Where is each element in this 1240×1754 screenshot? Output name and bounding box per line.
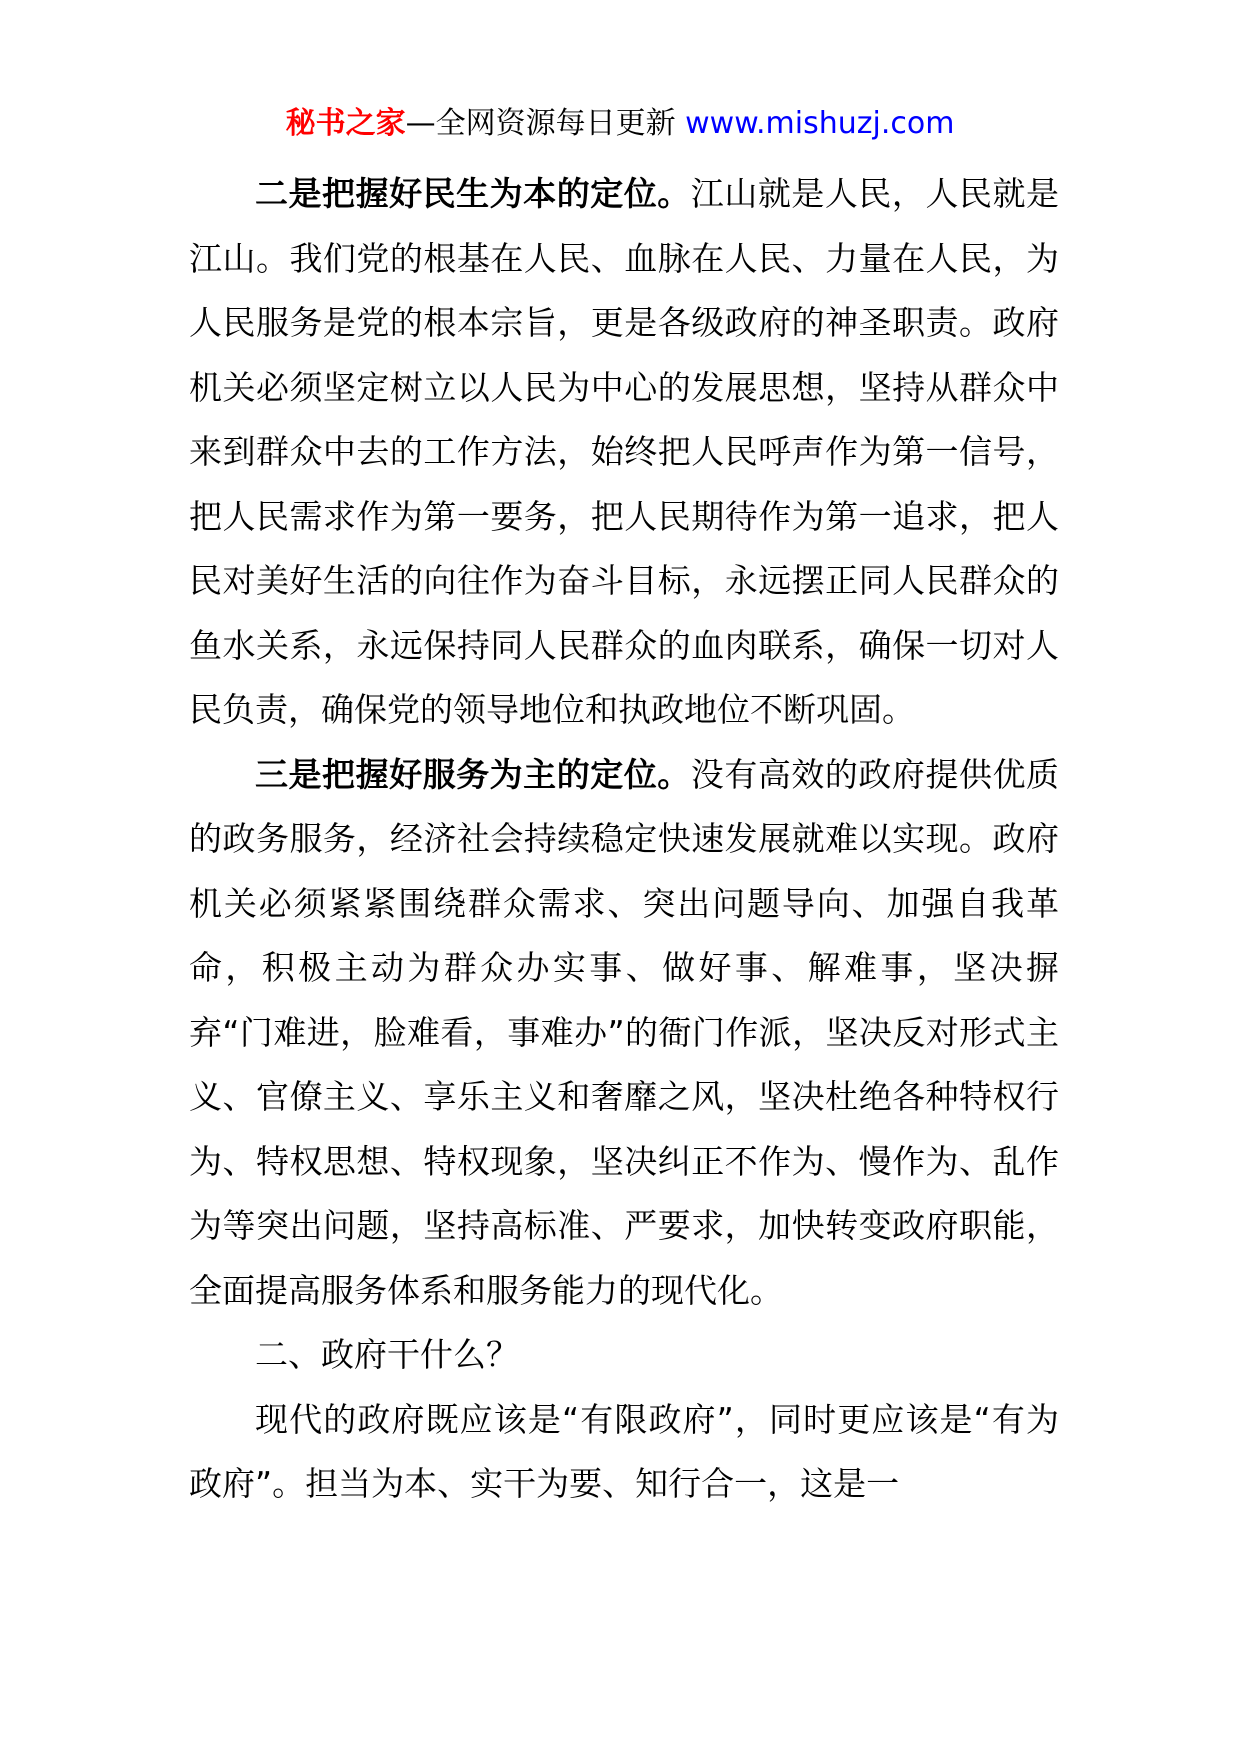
paragraph-livelihood bbox=[189, 162, 1059, 743]
section-heading bbox=[189, 1323, 1059, 1388]
site-header bbox=[0, 100, 1240, 148]
site-url-link[interactable]: www.mishuzj.com bbox=[685, 106, 955, 141]
paragraph-text: 没有高效的政府提供优质的政务服务，经济社会持续稳定快速发展就难以实现。政府机关必须紧紧围绕群众需求、突出问题导向、加强自我革命，积极主动为群众办实事、做好事、解难事，坚决摒弃“门难进，脸难看，事难办”的衙门作派，坚决反对形式主义、官僚主义、享乐主义和奢靡之风，坚决杜绝各种特权行为、特权思想、特权现象，坚决纠正不作为、慢作为、乱作为等突出问题，坚持高标准、严要求，加快转变政府职能，全面提高服务体系和服务能力的现代化。 bbox=[189, 754, 1060, 1310]
paragraph-heading: 三是把握好服务为主的定位。 bbox=[255, 754, 691, 794]
document-body bbox=[189, 162, 1059, 1517]
paragraph-text: 现代的政府既应该是“有限政府”，同时更应该是“有为政府”。担当为本、实干为要、知行合一，这是一 bbox=[189, 1399, 1059, 1503]
header-slogan: —全网资源每日更新 bbox=[405, 106, 676, 141]
section-heading-text: 二、政府干什么？ bbox=[255, 1335, 519, 1374]
paragraph-service bbox=[189, 743, 1059, 1324]
brand-name: 秘书之家 bbox=[285, 106, 406, 141]
paragraph-heading: 二是把握好民生为本的定位。 bbox=[255, 174, 691, 213]
paragraph-text: 江山就是人民，人民就是江山。我们党的根基在人民、血脉在人民、力量在人民，为人民服务是党的根本宗旨，更是各级政府的神圣职责。政府机关必须坚定树立以人民为中心的发展思想，坚持从群众中来到群众中去的工作方法，始终把人民呼声作为第一信号，把人民需求作为第一要务，把人民期待作为第一追求，把人民对美好生活的向往作为奋斗目标，永远摆正同人民群众的鱼水关系，永远保持同人民群众的血肉联系，确保一切对人民负责，确保党的领导地位和执政地位不断巩固。 bbox=[189, 174, 1060, 729]
paragraph-government-role bbox=[189, 1388, 1059, 1517]
